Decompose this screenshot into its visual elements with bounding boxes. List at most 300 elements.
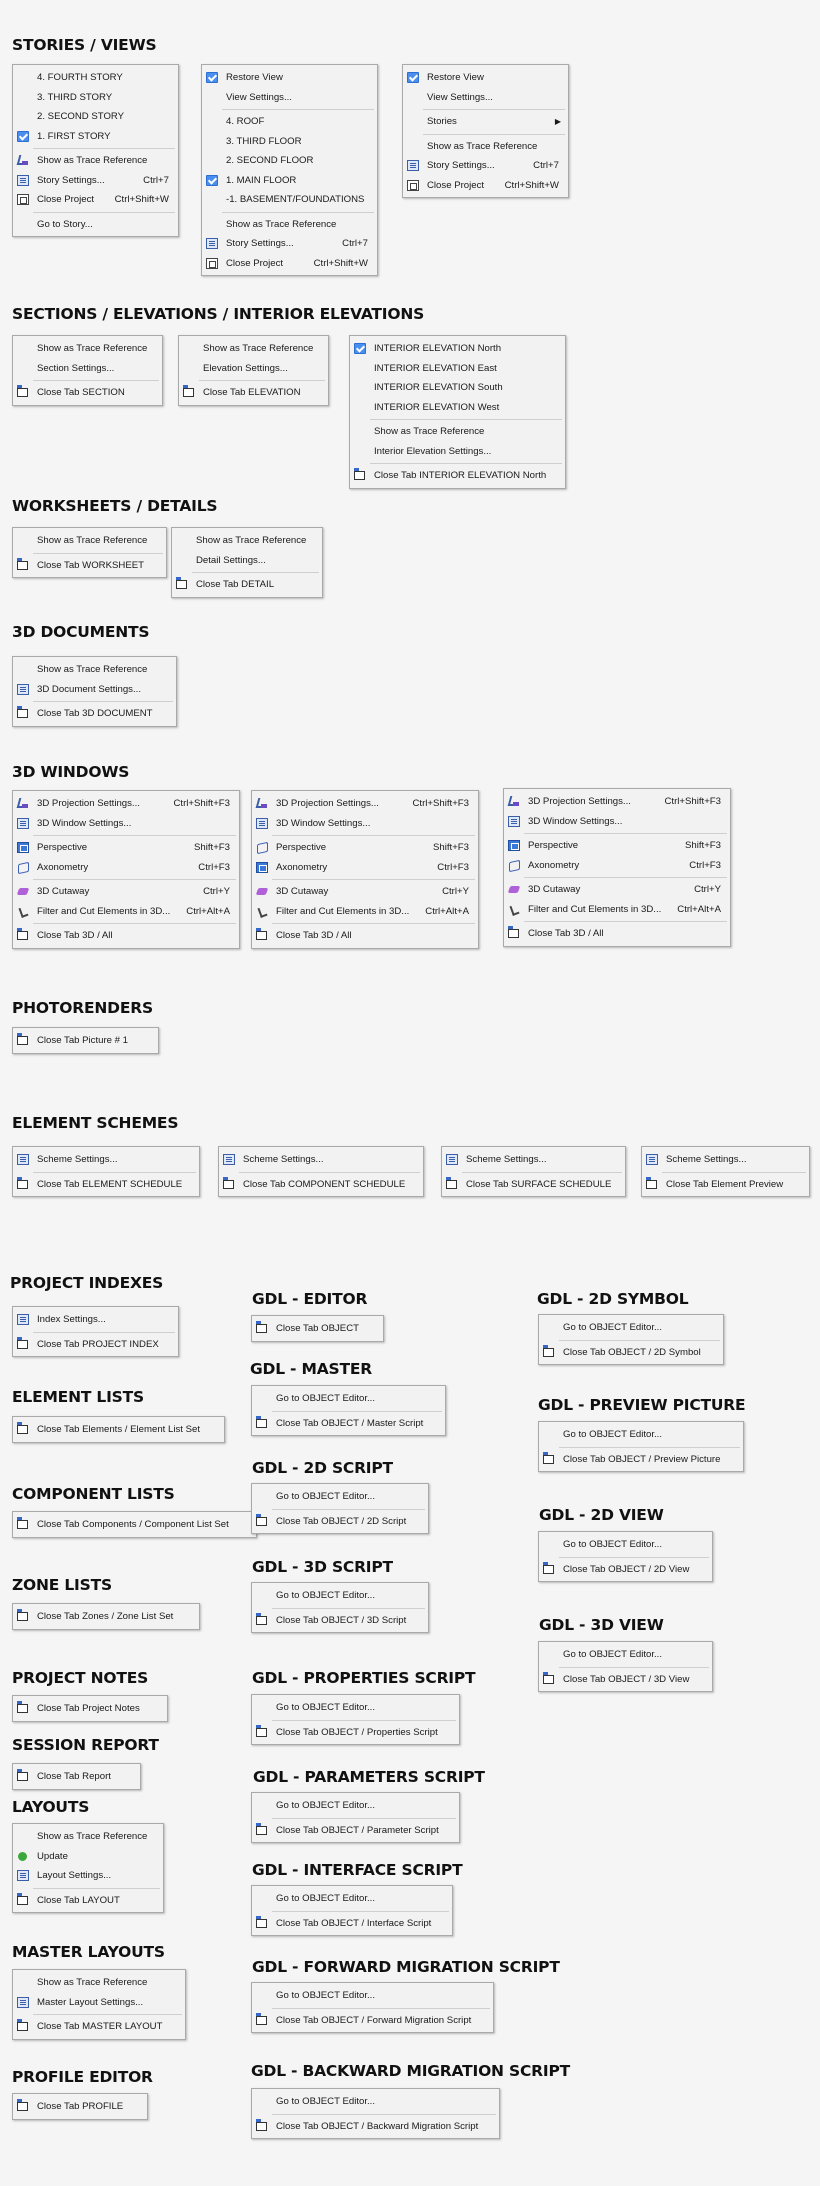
menu-item-window-settings[interactable] [252,814,478,834]
menu-item-close-tab[interactable] [252,1821,459,1841]
menu-item-label: Close Tab OBJECT [276,1323,359,1334]
menu-item-scheme-settings[interactable] [442,1150,625,1170]
menu-item-restore-view[interactable] [202,68,377,88]
close-tab-icon [17,1896,28,1905]
menu-item-story-settings[interactable] [13,171,178,191]
menu-item-ie-settings[interactable]: Interior Elevation Settings... [374,445,492,457]
axonometry-icon [256,862,268,873]
heading-gdl-3d-script: GDL - 3D SCRIPT [252,1558,393,1576]
heading-gdl-interface: GDL - INTERFACE SCRIPT [252,1861,463,1879]
gdl-preview-picture-menu [538,1421,744,1472]
menu-item-label: Layout Settings... [37,1870,112,1881]
shortcut: Ctrl+Shift+W [114,194,169,205]
menu-item-third-story[interactable]: 3. THIRD STORY [37,91,113,103]
menu-item-close-tab[interactable] [504,924,730,944]
projection-icon [17,798,29,809]
menu-item-close-tab[interactable] [252,926,478,946]
menu-item-close-tab[interactable] [539,1670,712,1690]
menu-item-projection-settings[interactable] [252,794,478,814]
scheme-menu-component [218,1146,424,1197]
menu-item-label: Axonometry [276,861,328,873]
interior-elevation-menu [349,335,566,489]
heading-gdl-3d-view: GDL - 3D VIEW [539,1616,664,1634]
filter-icon [17,906,29,917]
submenu-arrow-icon: ▶ [554,117,561,126]
menu-item-label: 3D Projection Settings... [276,798,379,809]
separator [462,1172,622,1173]
menu-item-close-tab[interactable] [13,556,166,576]
heading-3d-windows: 3D WINDOWS [12,763,130,781]
menu-item-second-story[interactable]: 2. SECOND STORY [37,111,125,122]
separator [370,419,562,420]
menu-item-3d-doc-settings[interactable] [13,680,176,700]
layout-menu [12,1823,164,1913]
gdl-2d-symbol-menu [538,1314,724,1365]
separator [559,1340,720,1341]
master-settings-icon [17,1997,29,2008]
menu-item-goto-editor[interactable]: Go to OBJECT Editor... [276,1491,375,1502]
menu-item-label: Close Tab 3D / All [528,928,604,939]
menu-item-axonometry[interactable] [13,858,239,878]
menu-item-close-tab[interactable] [13,1420,224,1440]
menu-item-close-tab[interactable] [13,1767,140,1787]
close-tab-icon [256,1324,267,1333]
menu-item-label: INTERIOR ELEVATION North [374,343,502,354]
menu-item-label: 3D Cutaway [37,886,90,897]
menu-item-goto-editor[interactable]: Go to OBJECT Editor... [276,1393,375,1404]
close-tab-icon [256,1826,267,1835]
separator [199,380,325,381]
shortcut: Ctrl+F3 [198,861,230,873]
heading-gdl-forward-migration: GDL - FORWARD MIGRATION SCRIPT [252,1958,560,1976]
menu-item-close-tab[interactable] [13,1175,199,1195]
projection-icon [508,796,520,807]
shortcut: Shift+F3 [194,842,230,853]
menu-item-goto-editor[interactable]: Go to OBJECT Editor... [563,1322,662,1333]
menu-item-cutaway[interactable] [252,882,478,902]
menu-item-label: Close Tab OBJECT / Forward Migration Script [276,2014,472,2026]
menu-item-close-tab[interactable] [539,1560,712,1580]
separator [272,879,475,880]
menu-item-elevation-settings[interactable]: Elevation Settings... [203,362,288,374]
menu-item-close-tab[interactable] [642,1175,809,1195]
separator [272,1720,456,1721]
menu-item-show-trace[interactable]: Show as Trace Reference [37,664,148,675]
menu-item-filter-cut[interactable] [13,902,239,922]
menu-item-cutaway[interactable] [504,880,730,900]
menu-item-show-trace[interactable]: Show as Trace Reference [196,535,307,546]
perspective-icon [17,842,29,853]
menu-item-show-trace[interactable]: Show as Trace Reference [37,343,148,354]
menu-item-close-tab[interactable] [13,704,176,724]
close-tab-icon [256,1919,267,1928]
menu-item-label: Show as Trace Reference [37,155,148,166]
master-layout-menu [12,1969,186,2040]
separator [272,1608,425,1609]
menu-item-filter-cut[interactable] [252,902,478,922]
scheme-menu-preview [641,1146,810,1197]
separator [423,134,565,135]
menu-item-roof[interactable]: 4. ROOF [226,116,265,127]
heading-element-lists: ELEMENT LISTS [12,1388,144,1406]
separator [239,1172,420,1173]
separator [222,109,374,110]
menu-item-label: Close Tab 3D / All [37,930,113,941]
heading-gdl-2d-view: GDL - 2D VIEW [539,1506,664,1524]
menu-item-scheme-settings[interactable] [219,1150,423,1170]
menu-item-goto-editor[interactable]: Go to OBJECT Editor... [276,1702,375,1713]
menu-item-label: Close Tab Report [37,1771,111,1782]
gdl-2d-script-menu [251,1483,429,1534]
scheme-menu-surface [441,1146,626,1197]
menu-item-label: 3D Window Settings... [276,817,371,829]
close-project-icon [407,180,419,191]
menu-item-show-trace[interactable]: Show as Trace Reference [226,218,337,230]
shortcut: Ctrl+Alt+A [677,903,721,915]
menu-item-update[interactable] [13,1847,163,1867]
menu-item-close-tab[interactable] [13,1515,256,1535]
gdl-interface-menu [251,1885,453,1936]
menu-item-close-tab[interactable] [13,2097,147,2117]
menu-item-close-tab[interactable] [252,1611,428,1631]
menu-item-label: Close Tab WORKSHEET [37,559,144,571]
close-tab-icon [17,1340,28,1349]
gdl-2d-view-menu [538,1531,713,1582]
notes-menu [12,1695,168,1722]
close-tab-icon [223,1180,234,1189]
menu-item-ie-south[interactable]: INTERIOR ELEVATION South [374,382,503,393]
menu-item-window-settings[interactable] [13,814,239,834]
menu-item-master-settings[interactable] [13,1993,185,2013]
separator [524,877,727,878]
menu-item-first-story[interactable] [13,127,178,147]
menu-item-label: 3D Projection Settings... [37,798,140,809]
gdl-3d-view-menu [538,1641,713,1692]
menu-item-close-project[interactable] [202,254,377,274]
separator [272,1411,442,1412]
menu-item-main-floor[interactable] [202,171,377,191]
close-project-icon [17,194,29,205]
menu-item-label: Close Project [226,257,284,269]
menu-item-label: Close Tab OBJECT / Interface Script [276,1917,432,1929]
menu-item-fourth-story[interactable]: 4. FOURTH STORY [37,72,123,83]
separator [33,1332,175,1333]
heading-sections: SECTIONS / ELEVATIONS / INTERIOR ELEVATIONS [12,305,425,323]
menu-item-restore-view[interactable] [403,68,568,88]
menu-item-story-settings[interactable] [202,234,377,254]
close-tab-icon [354,471,365,480]
cutaway-icon [508,884,520,895]
menu-item-close-project[interactable] [13,190,178,210]
separator [524,833,727,834]
close-tab-icon [256,1616,267,1625]
menu-item-close-tab[interactable] [539,1343,723,1363]
menu-item-label: Close Tab Elements / Element List Set [37,1424,200,1435]
heading-photorenders: PHOTORENDERS [12,999,153,1017]
menu-item-label: Restore View [226,72,283,83]
menu-item-close-tab[interactable] [350,466,565,486]
window-settings-icon [256,818,268,829]
menu-item-close-tab[interactable] [13,1335,178,1355]
menu-item-close-tab[interactable] [13,1891,163,1911]
gdl-3d-script-menu [251,1582,429,1633]
menu-item-close-tab[interactable] [13,2017,185,2037]
heading-element-schemes: ELEMENT SCHEMES [12,1114,179,1132]
element-list-menu [12,1416,225,1443]
menu-item-window-settings[interactable] [504,812,730,832]
menu-item-label: Close Tab Zones / Zone List Set [37,1611,174,1622]
menu-item-label: Axonometry [528,859,580,871]
menu-item-close-tab[interactable] [172,575,322,595]
close-tab-icon [256,2122,267,2131]
menu-item-basement[interactable]: -1. BASEMENT/FOUNDATIONS [226,194,365,205]
gdl-editor-menu [251,1315,384,1342]
menu-item-show-trace[interactable] [13,151,178,171]
separator [662,1172,806,1173]
menu-item-close-tab[interactable] [13,1031,158,1051]
menu-item-label: Perspective [276,842,327,853]
menu-item-close-tab[interactable] [252,2117,499,2137]
menu-item-label: Restore View [427,72,484,83]
close-tab-icon [176,580,187,589]
menu-item-label: Close Tab Components / Component List Set [37,1519,229,1530]
gdl-backward-migration-menu [251,2088,500,2139]
menu-item-label: Close Tab OBJECT / 2D View [563,1563,690,1575]
menu-item-label: Close Tab ELEVATION [203,387,301,398]
heading-project-indexes: PROJECT INDEXES [10,1274,164,1292]
menu-item-label: 1. FIRST STORY [37,130,111,142]
menu-item-goto-editor[interactable]: Go to OBJECT Editor... [563,1649,662,1660]
close-tab-icon [17,709,28,718]
menu-item-close-tab[interactable] [252,1319,383,1339]
menu-item-filter-cut[interactable] [504,900,730,920]
menu-item-label: Story Settings... [427,160,495,171]
menu-item-show-trace[interactable]: Show as Trace Reference [37,535,148,546]
photo-menu [12,1027,159,1054]
story-settings-icon [407,160,419,171]
shortcut: Ctrl+Y [203,886,230,897]
separator [423,109,565,110]
separator [524,921,727,922]
doc3d-menu [12,656,177,727]
menu-item-perspective[interactable] [13,838,239,858]
menu-item-close-tab[interactable] [252,1512,428,1532]
heading-3d-documents: 3D DOCUMENTS [12,623,150,641]
menu-item-close-tab[interactable] [179,383,328,403]
close-tab-icon [256,931,267,940]
menu-item-layout-settings[interactable] [13,1866,163,1886]
menu-item-close-tab[interactable] [442,1175,625,1195]
separator [33,835,236,836]
story-settings-icon [17,175,29,186]
menu-item-goto-editor[interactable]: Go to OBJECT Editor... [276,1893,375,1904]
menu-item-goto-story[interactable]: Go to Story... [37,218,93,230]
window-settings-icon [508,816,520,827]
menu-item-axonometry[interactable] [504,856,730,876]
menu-item-detail-settings[interactable]: Detail Settings... [196,554,266,566]
separator [33,1888,160,1889]
menu-item-section-settings[interactable]: Section Settings... [37,362,115,374]
separator [33,2014,182,2015]
menu-item-label: Close Tab DETAIL [196,579,275,590]
close-tab-icon [17,2022,28,2031]
menu-item-perspective[interactable] [504,836,730,856]
close-tab-icon [183,388,194,397]
separator [272,2008,490,2009]
filter-icon [508,904,520,915]
scheme-settings-icon [17,1154,29,1165]
detail-menu [171,527,323,598]
menu-item-label: 3D Cutaway [276,886,329,897]
menu-item-projection-settings[interactable] [13,794,239,814]
menu-item-close-project[interactable] [403,176,568,196]
close-tab-icon [543,1455,554,1464]
menu-item-label: Perspective [528,840,579,851]
menu-item-label: Update [37,1850,68,1862]
menu-item-close-tab[interactable] [252,1414,445,1434]
menu-item-goto-editor[interactable]: Go to OBJECT Editor... [563,1429,662,1440]
menu-item-scheme-settings[interactable] [642,1150,809,1170]
heading-gdl-parameters: GDL - PARAMETERS SCRIPT [253,1768,485,1786]
checkmark-icon [407,72,419,83]
cutaway-icon [17,886,29,897]
shortcut: Ctrl+Shift+F3 [412,798,469,809]
menu-item-close-tab[interactable] [252,1914,452,1934]
shortcut: Ctrl+F3 [689,859,721,871]
separator [33,1172,196,1173]
menu-item-label: Close Tab OBJECT / 2D Symbol [563,1346,701,1358]
menu-item-label: Scheme Settings... [243,1154,324,1165]
menu-item-goto-editor[interactable]: Go to OBJECT Editor... [563,1539,662,1550]
scheme-settings-icon [646,1154,658,1165]
menu-item-ie-north[interactable] [350,339,565,359]
menu-item-label: Close Tab 3D / All [276,930,352,941]
menu-item-label: Close Tab OBJECT / Properties Script [276,1726,438,1738]
menu-item-label: Close Tab OBJECT / Backward Migration Script [276,2120,479,2132]
menu-item-projection-settings[interactable] [504,792,730,812]
menu-item-goto-editor[interactable]: Go to OBJECT Editor... [276,1590,375,1601]
checkmark-icon [206,72,218,83]
separator [33,553,163,554]
separator [33,923,236,924]
menu-item-index-settings[interactable] [13,1310,178,1330]
close-tab-icon [543,1565,554,1574]
checkmark-icon [206,175,218,186]
menu-item-show-trace[interactable]: Show as Trace Reference [203,343,314,354]
gdl-parameters-menu [251,1792,460,1843]
heading-layouts: LAYOUTS [12,1798,90,1816]
trace-icon [17,155,29,166]
profile-menu [12,2093,148,2120]
shortcut: Ctrl+Shift+F3 [664,796,721,807]
menu-item-label: Close Tab OBJECT / 3D View [563,1673,690,1685]
menu-item-label: Stories [427,116,457,127]
menu-item-second-floor[interactable]: 2. SECOND FLOOR [226,155,314,166]
menu-item-label: 1. MAIN FLOOR [226,174,297,186]
shortcut: Shift+F3 [685,840,721,851]
menu-item-close-tab[interactable] [252,1723,459,1743]
menu-item-label: Axonometry [37,861,89,873]
separator [272,1911,449,1912]
update-icon [17,1851,29,1862]
menu-item-stories-submenu[interactable] [403,112,568,132]
menu-item-label: Scheme Settings... [666,1154,747,1165]
close-tab-icon [17,2102,28,2111]
heading-stories: STORIES / VIEWS [12,36,157,54]
close-tab-icon [256,2016,267,2025]
menu-item-show-trace[interactable]: Show as Trace Reference [37,1977,148,1988]
menu-item-close-tab[interactable] [13,926,239,946]
menu-item-label: Close Project [427,179,485,191]
menu-item-close-tab[interactable] [252,2011,493,2031]
perspective-icon [508,840,520,851]
menu-item-view-settings[interactable]: View Settings... [226,91,292,103]
menu-item-close-tab[interactable] [219,1175,423,1195]
menu-item-goto-editor[interactable]: Go to OBJECT Editor... [276,2096,375,2107]
heading-gdl-preview-picture: GDL - PREVIEW PICTURE [538,1396,746,1414]
menu-item-goto-editor[interactable]: Go to OBJECT Editor... [276,1800,375,1811]
menu-item-label: Close Tab OBJECT / Master Script [276,1417,424,1429]
separator [33,701,173,702]
menu-item-scheme-settings[interactable] [13,1150,199,1170]
heading-session-report: SESSION REPORT [12,1736,159,1754]
menu-item-cutaway[interactable] [13,882,239,902]
close-tab-icon [17,561,28,570]
menu-item-close-tab[interactable] [539,1450,743,1470]
scheme-settings-icon [223,1154,235,1165]
index-settings-icon [17,1314,29,1325]
close-tab-icon [17,1036,28,1045]
menu-item-show-trace[interactable]: Show as Trace Reference [37,1831,148,1842]
close-tab-icon [256,1419,267,1428]
separator [370,463,562,464]
elevation-menu [178,335,329,406]
separator [559,1557,709,1558]
menu-item-label: 3D Window Settings... [528,815,623,827]
menu-item-axonometry[interactable] [252,858,478,878]
heading-gdl-2d-script: GDL - 2D SCRIPT [252,1459,393,1477]
stories-menu-1 [12,64,179,237]
menu-item-label: Scheme Settings... [37,1154,118,1165]
menu-item-label: Close Tab OBJECT / 2D Script [276,1515,407,1527]
checkmark-icon [354,343,366,354]
menu-item-perspective[interactable] [252,838,478,858]
menu-item-close-tab[interactable] [13,1607,199,1627]
menu-item-ie-west[interactable]: INTERIOR ELEVATION West [374,401,500,413]
shortcut: Ctrl+7 [342,238,368,249]
menu-item-view-settings[interactable]: View Settings... [427,91,493,103]
shortcut: Ctrl+Shift+F3 [173,798,230,809]
gdl-properties-menu [251,1694,460,1745]
menu-item-close-tab[interactable] [13,383,162,403]
menu-item-story-settings[interactable] [403,156,568,176]
menu-item-show-trace[interactable]: Show as Trace Reference [427,140,538,152]
heading-gdl-backward-migration: GDL - BACKWARD MIGRATION SCRIPT [251,2062,570,2080]
heading-profile-editor: PROFILE EDITOR [12,2068,153,2086]
close-tab-icon [17,1425,28,1434]
separator [559,1447,740,1448]
shortcut: Ctrl+Alt+A [186,905,230,917]
menu-item-third-floor[interactable]: 3. THIRD FLOOR [226,135,302,147]
checkmark-icon [17,131,29,142]
zone-list-menu [12,1603,200,1630]
menu-item-ie-east[interactable]: INTERIOR ELEVATION East [374,362,497,374]
shortcut: Shift+F3 [433,842,469,853]
window-settings-icon [17,818,29,829]
menu-item-show-trace[interactable]: Show as Trace Reference [374,426,485,437]
menu-item-goto-editor[interactable]: Go to OBJECT Editor... [276,1990,375,2001]
menu-item-close-tab[interactable] [13,1699,167,1719]
